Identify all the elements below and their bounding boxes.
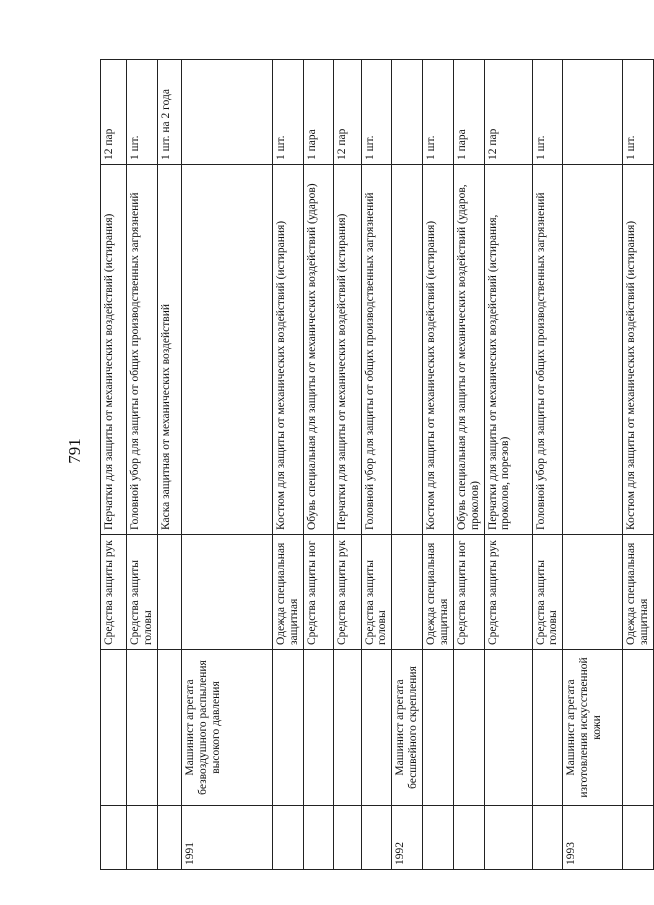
profession-cell xyxy=(101,650,127,806)
table-row xyxy=(453,60,484,870)
table-row xyxy=(333,60,361,870)
table-row xyxy=(361,60,392,870)
quantity-cell: 1 пара xyxy=(453,60,484,165)
profession-cell xyxy=(423,650,454,806)
quantity-cell: 12 пар xyxy=(484,60,532,165)
profession-cell: Машинист агрегата бесшвейного скрепления xyxy=(392,650,423,806)
quantity-cell: 1 шт. xyxy=(423,60,454,165)
rotated-page-area xyxy=(100,60,651,870)
item-cell: Перчатки для защиты от механических воздействий (истирания) xyxy=(101,165,127,535)
category-cell: Средства защиты ног xyxy=(453,535,484,650)
profession-cell xyxy=(157,650,181,806)
quantity-cell: 1 шт. xyxy=(361,60,392,165)
table-row xyxy=(157,60,181,870)
code-cell xyxy=(423,806,454,870)
category-cell: Средства защиты головы xyxy=(127,535,158,650)
quantity-cell: 1 шт. xyxy=(272,60,303,165)
table-row xyxy=(392,60,423,870)
table-row xyxy=(563,60,623,870)
quantity-cell: 1 шт. xyxy=(127,60,158,165)
quantity-cell xyxy=(181,60,272,165)
profession-cell xyxy=(484,650,532,806)
code-cell xyxy=(453,806,484,870)
category-cell: Одежда специальная защитная xyxy=(272,535,303,650)
profession-cell xyxy=(453,650,484,806)
code-cell xyxy=(484,806,532,870)
category-cell: Средства защиты рук xyxy=(333,535,361,650)
code-cell xyxy=(303,806,333,870)
profession-cell: Машинист агрегата безвоздушного распыления высокого давления xyxy=(181,650,272,806)
profession-cell xyxy=(361,650,392,806)
category-cell xyxy=(157,535,181,650)
table-row xyxy=(303,60,333,870)
category-cell: Средства защиты головы xyxy=(361,535,392,650)
code-cell xyxy=(623,806,654,870)
category-cell: Средства защиты рук xyxy=(484,535,532,650)
code-cell: 1993 xyxy=(563,806,623,870)
code-cell xyxy=(101,806,127,870)
item-cell: Перчатки для защиты от механических воздействий (истирания) xyxy=(333,165,361,535)
table-row xyxy=(623,60,654,870)
profession-cell xyxy=(623,650,654,806)
item-cell xyxy=(181,165,272,535)
code-cell: 1991 xyxy=(181,806,272,870)
item-cell: Обувь специальная для защиты от механических воздействий (ударов, проколов) xyxy=(453,165,484,535)
item-cell xyxy=(563,165,623,535)
table-row xyxy=(127,60,158,870)
table-row xyxy=(181,60,272,870)
quantity-cell xyxy=(563,60,623,165)
category-cell: Средства защиты головы xyxy=(532,535,563,650)
item-cell: Головной убор для защиты от общих производственных загрязнений xyxy=(127,165,158,535)
quantity-cell: 12 пар xyxy=(333,60,361,165)
profession-cell xyxy=(333,650,361,806)
category-cell: Средства защиты ног xyxy=(303,535,333,650)
code-cell xyxy=(361,806,392,870)
quantity-cell: 1 пара xyxy=(303,60,333,165)
table-row xyxy=(423,60,454,870)
item-cell: Костюм для защиты от механических воздействий (истирания) xyxy=(272,165,303,535)
code-cell xyxy=(532,806,563,870)
page-number: 791 xyxy=(65,438,84,464)
table-row xyxy=(484,60,532,870)
table-row xyxy=(272,60,303,870)
profession-cell xyxy=(127,650,158,806)
quantity-cell: 1 шт. xyxy=(623,60,654,165)
quantity-cell: 1 шт. xyxy=(532,60,563,165)
category-cell: Средства защиты рук xyxy=(101,535,127,650)
category-cell: Одежда специальная защитная xyxy=(423,535,454,650)
item-cell: Каска защитная от механических воздействий xyxy=(157,165,181,535)
profession-cell xyxy=(303,650,333,806)
code-cell xyxy=(157,806,181,870)
category-cell xyxy=(392,535,423,650)
table-body xyxy=(101,60,654,870)
item-cell: Головной убор для защиты от общих производственных загрязнений xyxy=(532,165,563,535)
item-cell: Костюм для защиты от механических воздействий (истирания) xyxy=(423,165,454,535)
table-row xyxy=(101,60,127,870)
profession-cell: Машинист агрегата изготовления искусственной кожи xyxy=(563,650,623,806)
item-cell: Перчатки для защиты от механических воздействий (истирания, проколов, порезов) xyxy=(484,165,532,535)
item-cell: Костюм для защиты от механических воздействий (истирания) xyxy=(623,165,654,535)
code-cell: 1992 xyxy=(392,806,423,870)
quantity-cell: 1 шт. на 2 года xyxy=(157,60,181,165)
quantity-cell: 12 пар xyxy=(101,60,127,165)
item-cell: Обувь специальная для защиты от механических воздействий (ударов) xyxy=(303,165,333,535)
profession-cell xyxy=(272,650,303,806)
category-cell: Одежда специальная защитная xyxy=(623,535,654,650)
code-cell xyxy=(272,806,303,870)
category-cell xyxy=(181,535,272,650)
quantity-cell xyxy=(392,60,423,165)
item-cell xyxy=(392,165,423,535)
code-cell xyxy=(333,806,361,870)
item-cell: Головной убор для защиты от общих производственных загрязнений xyxy=(361,165,392,535)
table-row xyxy=(532,60,563,870)
profession-cell xyxy=(532,650,563,806)
ppe-norms-table xyxy=(100,59,654,870)
category-cell xyxy=(563,535,623,650)
code-cell xyxy=(127,806,158,870)
